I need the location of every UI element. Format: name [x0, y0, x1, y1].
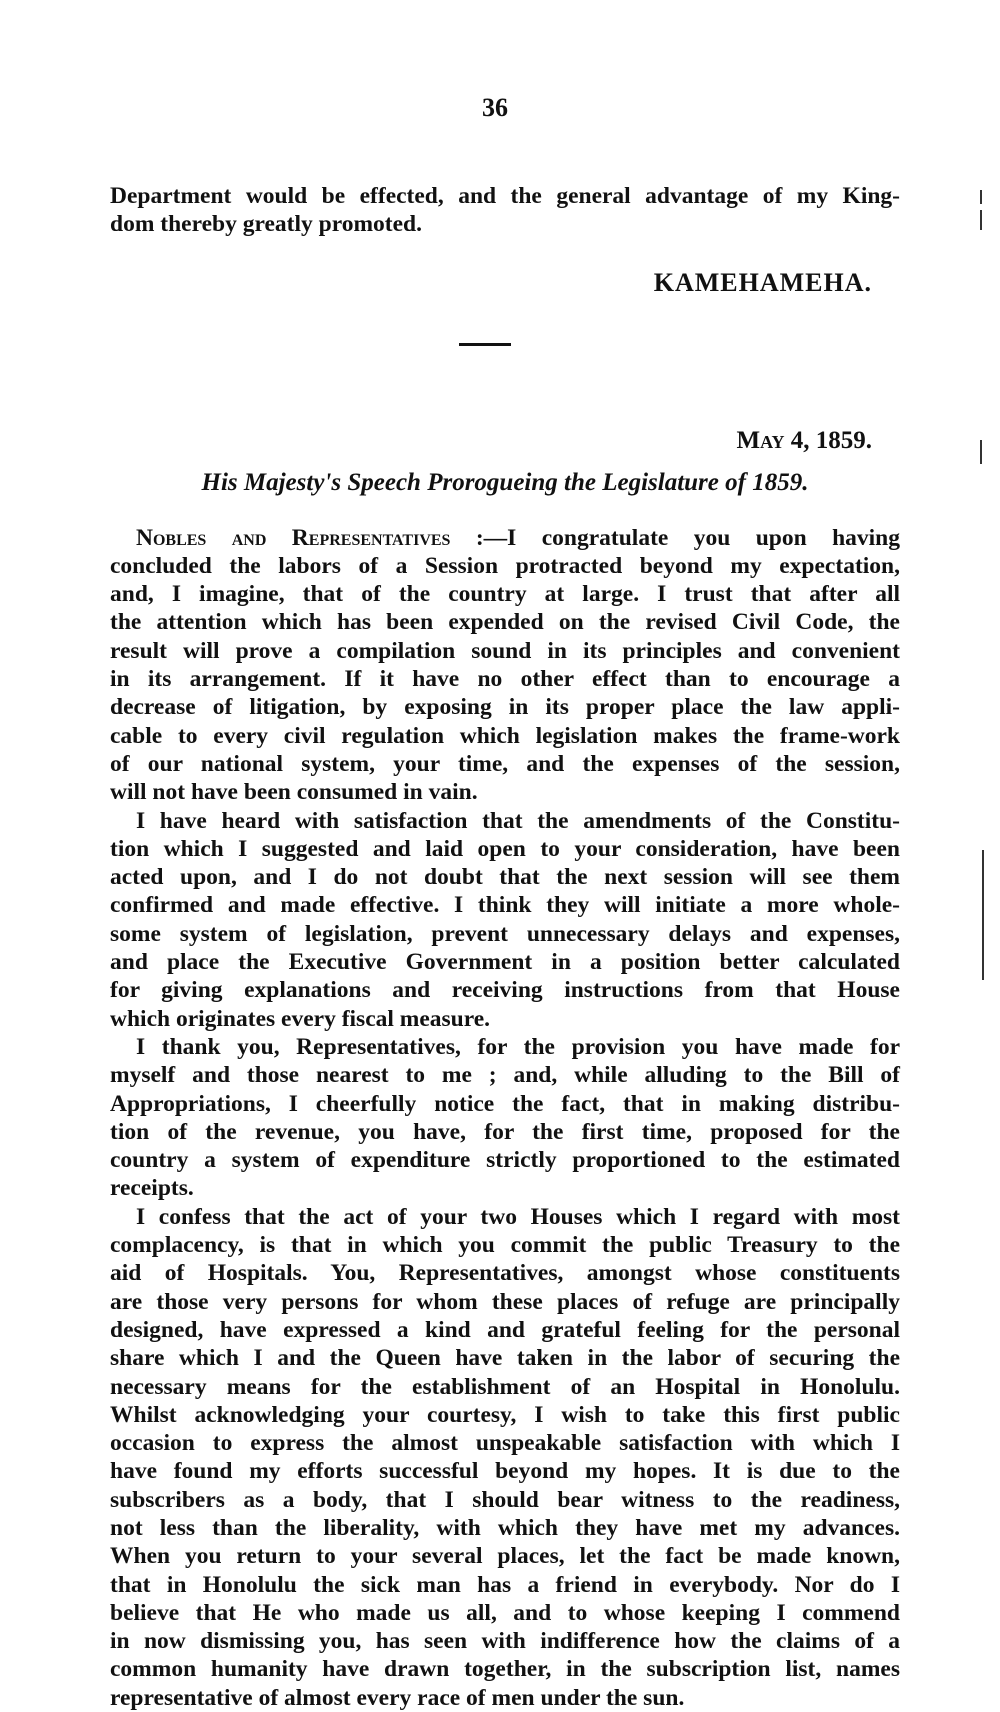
text-line: Appropriations, I cheerfully notice the fact, that in making distribu- — [110, 1090, 900, 1117]
text-line: which originates every fiscal measure. — [110, 1005, 491, 1032]
scan-mark — [982, 850, 984, 980]
text-line: for giving explanations and receiving instructions from that House — [110, 977, 900, 1004]
scan-mark — [980, 440, 982, 464]
text-line: occasion to express the almost unspeakable satisfaction with which I — [110, 1430, 900, 1457]
text-line: believe that He who made us all, and to whose keeping I commend — [110, 1599, 900, 1626]
signature: KAMEHAMEHA. — [653, 267, 872, 297]
text-line: designed, have expressed a kind and grateful feeling for the personal — [110, 1316, 900, 1343]
text-line: myself and those nearest to me ; and, while alluding to the Bill of — [110, 1062, 900, 1089]
text-line: and place the Executive Government in a position better calculated — [110, 949, 900, 976]
speech-heading: His Majesty's Speech Prorogueing the Legislature of 1859. — [201, 468, 809, 496]
text-line: aid of Hospitals. You, Representatives, amongst whose constituents — [110, 1260, 900, 1287]
text-line: not less than the liberality, with which they have met my advances. — [110, 1514, 900, 1541]
text-line: result will prove a compilation sound in its principles and convenient — [110, 637, 900, 664]
text-line: dom thereby greatly promoted. — [110, 211, 422, 238]
text-line: When you return to your several places, let the fact be made known, — [110, 1543, 900, 1570]
text-line: Department would be effected, and the general advantage of my King- — [110, 183, 900, 209]
page-number: 36 — [482, 93, 508, 122]
text-line: tion of the revenue, you have, for the first time, proposed for the — [110, 1118, 900, 1145]
text-line: cable to every civil regulation which legislation makes the frame-work — [110, 722, 900, 749]
continuation-text — [110, 182, 900, 239]
text-line: receipts. — [110, 1175, 194, 1202]
text-line: that in Honolulu the sick man has a friend in everybody. Nor do I — [110, 1571, 900, 1598]
text-line: decrease of litigation, by exposing in its proper place the law appli- — [110, 694, 900, 721]
paragraph-first-line: I thank you, Representatives, for the provision you have made for — [136, 1033, 900, 1060]
text-line: some system of legislation, prevent unnecessary delays and expenses, — [110, 920, 900, 947]
salutation: Nobles and Representatives — [136, 524, 476, 551]
text-line: tion which I suggested and laid open to your consideration, have been — [110, 835, 900, 862]
text-line: representative of almost every race of men under the sun. — [110, 1684, 685, 1711]
text-line: complacency, is that in which you commit the public Treasury to the — [110, 1232, 900, 1259]
text-line: are those very persons for whom these places of refuge are principally — [110, 1288, 900, 1315]
text-line: acted upon, and I do not doubt that the next session will see them — [110, 864, 900, 891]
text-line: the attention which has been expended on the revised Civil Code, the — [110, 609, 900, 636]
text-line: concluded the labors of a Session protracted beyond my expectation, — [110, 552, 900, 579]
text-line: common humanity have drawn together, in the subscription list, names — [110, 1656, 900, 1683]
text-line: and, I imagine, that of the country at large. I trust that after all — [110, 581, 900, 608]
paragraph-first-line: I confess that the act of your two Houses which I regard with most — [136, 1203, 900, 1230]
text-line: of our national system, your time, and the expenses of the session, — [110, 750, 900, 777]
text-line: share which I and the Queen have taken in the labor of securing the — [110, 1345, 900, 1372]
text-line: have found my efforts successful beyond my hopes. It is due to the — [110, 1458, 900, 1485]
text-line: necessary means for the establishment of an Hospital in Honolulu. — [110, 1373, 900, 1400]
paragraph-first-line: Nobles and Representatives :—I congratulate you upon having — [136, 524, 901, 551]
divider-rule — [459, 343, 511, 346]
scan-mark — [980, 210, 982, 230]
text-line: confirmed and made effective. I think they will initiate a more whole- — [110, 892, 900, 919]
scan-mark — [980, 190, 982, 204]
text-line: country a system of expenditure strictly proportioned to the estimated — [110, 1147, 900, 1174]
date: May 4, 1859. — [736, 426, 872, 454]
text-line: Whilst acknowledging your courtesy, I wish to take this first public — [110, 1401, 900, 1428]
speech-body — [110, 524, 900, 1712]
text-line: in its arrangement. If it have no other effect than to encourage a — [110, 666, 900, 693]
paragraph-first-line: I have heard with satisfaction that the amendments of the Constitu- — [136, 807, 900, 834]
page-column — [110, 92, 900, 1712]
text-line: subscribers as a body, that I should bear witness to the readiness, — [110, 1486, 900, 1513]
text-line: in now dismissing you, has seen with indifference how the claims of a — [110, 1628, 900, 1655]
text-line: will not have been consumed in vain. — [110, 779, 478, 806]
